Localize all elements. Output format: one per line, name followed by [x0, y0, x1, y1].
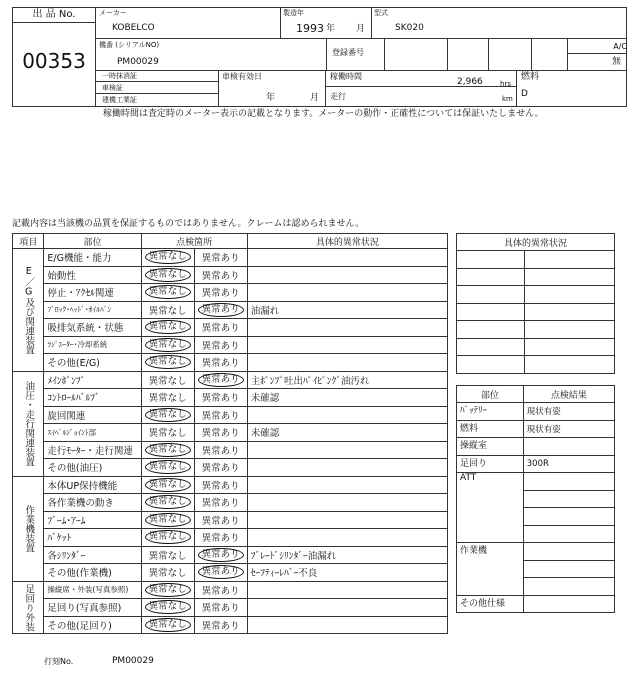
check-ng-cell — [194, 319, 247, 337]
check-ng-label: 異常あり — [198, 548, 244, 562]
check-ok-cell — [141, 406, 194, 424]
check-ng-label: 異常あり — [198, 303, 244, 317]
inspection-row — [13, 546, 448, 564]
check-ok-label: 異常なし — [145, 250, 191, 264]
side-results-body — [457, 403, 615, 613]
inspection-row — [13, 511, 448, 529]
side-result-row — [457, 438, 615, 456]
side-detail-cell — [524, 356, 614, 374]
side-detail-cell — [457, 321, 525, 339]
check-ok-label: 異常なし — [145, 495, 191, 509]
hours-unit: hrs — [500, 80, 511, 88]
side-detail-cell — [524, 268, 614, 286]
check-ng-cell — [194, 336, 247, 354]
inspection-row — [13, 284, 448, 302]
col-detail: 具体的異常状況 — [247, 234, 447, 249]
check-ok-cell — [141, 371, 194, 389]
side-result-value — [523, 508, 614, 526]
side-detail-row — [457, 251, 615, 269]
part-name: その他(作業機) — [44, 564, 141, 582]
check-ng-label: 異常あり — [198, 373, 244, 387]
side-result-value — [523, 473, 614, 491]
side-detail-cell — [524, 286, 614, 304]
check-ok-label: 異常なし — [145, 513, 191, 527]
detail-text: ｾｰﾌﾃｨｰﾚﾊﾞｰ不良 — [247, 564, 447, 582]
group-label: E／G及び関連装置 — [13, 249, 44, 372]
side-detail-row — [457, 286, 615, 304]
month-unit: 月 — [356, 24, 366, 34]
part-name: ﾒｲﾝﾎﾟﾝﾌﾟ — [44, 371, 141, 389]
inspection-row — [13, 529, 448, 547]
check-ok-cell — [141, 581, 194, 599]
inspection-row — [13, 371, 448, 389]
check-ng-cell — [194, 301, 247, 319]
detail-text — [247, 529, 447, 547]
check-ok-label: 異常なし — [145, 408, 191, 422]
inspection-row — [13, 494, 448, 512]
inspection-row — [13, 476, 448, 494]
check-ng-cell — [194, 476, 247, 494]
check-ok-cell — [141, 476, 194, 494]
check-ng-label: 異常あり — [201, 498, 240, 510]
check-ok-cell — [141, 494, 194, 512]
inspection-row — [13, 424, 448, 442]
side-detail-cell — [524, 321, 614, 339]
col-item: 項目 — [13, 234, 44, 249]
row2-div4 — [488, 38, 489, 70]
inspection-row — [13, 301, 448, 319]
side-detail-row — [457, 338, 615, 356]
check-ok-cell — [141, 249, 194, 267]
group-label: 油圧・走行関連装置 — [13, 371, 44, 476]
check-ok-label: 異常なし — [148, 550, 187, 562]
check-ng-label: 異常あり — [201, 270, 240, 282]
km-unit: km — [502, 95, 513, 103]
detail-text: 未確認 — [247, 389, 447, 407]
check-ng-cell — [194, 599, 247, 617]
row2-bottom — [96, 70, 627, 71]
check-ok-cell — [141, 441, 194, 459]
hours-note: 稼働時間は査定時のメーター表示の記載となります。メーターの動作・正確性については保証いたしません。 — [103, 109, 544, 119]
inspection-row — [13, 319, 448, 337]
model-value: SK020 — [395, 23, 424, 33]
part-name: その他(足回り) — [44, 616, 141, 634]
part-name: ｺﾝﾄﾛｰﾙﾊﾞﾙﾌﾞ — [44, 389, 141, 407]
check-ok-label: 異常なし — [145, 530, 191, 544]
check-ng-label: 異常あり — [201, 393, 240, 405]
check-ok-cell — [141, 354, 194, 372]
row2-div3 — [447, 38, 448, 70]
check-ng-label: 異常あり — [201, 358, 240, 370]
check-ok-label: 異常なし — [145, 320, 191, 334]
check-ok-cell — [141, 389, 194, 407]
inspection-row — [13, 441, 448, 459]
check-ng-label: 異常あり — [201, 428, 240, 440]
check-ng-cell — [194, 284, 247, 302]
row2-div1 — [326, 38, 327, 70]
side-result-value: 300R — [523, 455, 614, 473]
check-ok-label: 異常なし — [145, 355, 191, 369]
side-detail-table — [456, 233, 615, 374]
part-name: ﾌﾞﾛｯｸ･ﾍｯﾄﾞ･ｵｲﾙﾊﾟﾝ — [44, 301, 141, 319]
check-ok-label: 異常なし — [148, 375, 187, 387]
ac-divider — [567, 53, 627, 54]
check-ng-cell — [194, 459, 247, 477]
serial-value: PM00029 — [117, 57, 159, 67]
inspection-row — [13, 266, 448, 284]
detail-text — [247, 336, 447, 354]
group-label: 足回り外装 — [13, 581, 44, 634]
part-name: ｽｲﾍﾞﾙｼﾞｮｲﾝﾄ部 — [44, 424, 141, 442]
check-ok-label: 異常なし — [145, 268, 191, 282]
detail-text — [247, 459, 447, 477]
permit-label-3: 建機工業証 — [102, 96, 137, 104]
check-ok-label: 異常なし — [145, 478, 191, 492]
check-ng-cell — [194, 616, 247, 634]
part-name: その他(E/G) — [44, 354, 141, 372]
permit-line1 — [96, 81, 218, 82]
year-unit: 年 — [326, 24, 336, 34]
part-name: 操縦席・外装(写真参照) — [44, 581, 141, 599]
inspection-row — [13, 354, 448, 372]
row2-div2 — [384, 38, 385, 70]
check-ng-label: 異常あり — [201, 620, 240, 632]
check-ng-cell — [194, 389, 247, 407]
detail-text: ﾌﾞﾚｰﾄﾞｼﾘﾝﾀﾞｰ油漏れ — [247, 546, 447, 564]
check-ok-label: 異常なし — [145, 285, 191, 299]
side-result-value — [523, 543, 614, 561]
check-ng-cell — [194, 266, 247, 284]
detail-text — [247, 494, 447, 512]
part-name: ﾗｼﾞｴｰﾀｰ･冷却系統 — [44, 336, 141, 354]
check-ok-label: 異常なし — [148, 428, 187, 440]
detail-text — [247, 406, 447, 424]
row3-div2 — [325, 70, 326, 107]
check-ng-cell — [194, 494, 247, 512]
permit-line2 — [96, 93, 218, 94]
side-result-row — [457, 420, 615, 438]
check-ok-cell — [141, 319, 194, 337]
check-ok-label: 異常なし — [145, 600, 191, 614]
detail-text — [247, 441, 447, 459]
check-ok-cell — [141, 564, 194, 582]
side-result-value — [523, 560, 614, 578]
check-ok-label: 異常なし — [148, 393, 187, 405]
side-result-value: 現状有姿 — [523, 420, 614, 438]
check-ng-label: 異常あり — [201, 480, 240, 492]
row3-div1 — [218, 70, 219, 107]
detail-text — [247, 319, 447, 337]
disclaimer: 記載内容は当該機の品質を保証するものではありません。クレームは認められません。 — [12, 219, 365, 229]
group-label: 作業機装置 — [13, 476, 44, 581]
side-detail-cell — [524, 338, 614, 356]
side-detail-cell — [524, 303, 614, 321]
side-detail-cell — [457, 286, 525, 304]
side-col-part: 部位 — [457, 386, 524, 403]
check-ng-label: 異常あり — [201, 445, 240, 457]
row1-div2 — [371, 7, 372, 38]
detail-text — [247, 616, 447, 634]
detail-text: 未確認 — [247, 424, 447, 442]
check-ng-cell — [194, 354, 247, 372]
check-ok-label: 異常なし — [145, 583, 191, 597]
inspection-row — [13, 599, 448, 617]
side-results-table — [456, 385, 615, 613]
inspection-row — [13, 459, 448, 477]
inspection-table — [12, 233, 448, 634]
check-ng-cell — [194, 564, 247, 582]
part-name: 始動性 — [44, 266, 141, 284]
check-ok-cell — [141, 284, 194, 302]
check-ng-cell — [194, 511, 247, 529]
check-ok-cell — [141, 616, 194, 634]
side-result-part: 作業機 — [457, 543, 524, 596]
inspection-row — [13, 616, 448, 634]
part-name: 本体UP保持機能 — [44, 476, 141, 494]
side-result-value — [523, 595, 614, 613]
check-ng-cell — [194, 406, 247, 424]
check-ok-cell — [141, 599, 194, 617]
check-ng-label: 異常あり — [201, 603, 240, 615]
stamp-label: 打刻No. — [44, 657, 74, 666]
check-ng-cell — [194, 249, 247, 267]
side-detail-cell — [524, 251, 614, 269]
detail-text — [247, 511, 447, 529]
distance-label: 走行 — [330, 92, 346, 101]
side-col-result: 点検結果 — [523, 386, 614, 403]
side-detail-row — [457, 356, 615, 374]
check-ok-label: 異常なし — [145, 460, 191, 474]
side-detail-body — [457, 251, 615, 374]
check-ng-cell — [194, 581, 247, 599]
ac-value: 無 — [611, 57, 621, 67]
check-ok-cell — [141, 529, 194, 547]
side-result-part: ATT — [457, 473, 524, 543]
check-ng-label: 異常あり — [201, 533, 240, 545]
check-ok-cell — [141, 459, 194, 477]
year-label: 製造年 — [283, 9, 304, 17]
inspection-header-row — [13, 234, 448, 249]
side-detail-cell — [457, 268, 525, 286]
check-ng-cell — [194, 529, 247, 547]
fuel-value: D — [521, 89, 528, 99]
inspection-row — [13, 564, 448, 582]
check-ng-label: 異常あり — [201, 463, 240, 475]
check-ng-label: 異常あり — [201, 585, 240, 597]
check-ng-label: 異常あり — [201, 288, 240, 300]
part-name: 吸排気系統・状態 — [44, 319, 141, 337]
detail-text — [247, 249, 447, 267]
check-ng-label: 異常あり — [198, 565, 244, 579]
check-ng-cell — [194, 424, 247, 442]
lot-number: 00353 — [22, 49, 86, 73]
side-detail-header: 具体的異常状況 — [457, 234, 615, 251]
permit-label-1: 一時抹消証 — [102, 72, 137, 80]
inspection-row — [13, 581, 448, 599]
side-detail-cell — [457, 338, 525, 356]
side-detail-row — [457, 268, 615, 286]
check-ok-label: 異常なし — [145, 618, 191, 632]
check-ng-cell — [194, 546, 247, 564]
inspect-month: 月 — [310, 93, 320, 103]
side-result-row — [457, 473, 615, 491]
maker-value: KOBELCO — [112, 23, 155, 33]
inspection-row — [13, 389, 448, 407]
part-name: E/G機能・能力 — [44, 249, 141, 267]
fuel-label: 燃料 — [521, 72, 540, 82]
row1-bottom — [96, 38, 627, 39]
col-check: 点検箇所 — [141, 234, 247, 249]
part-name: 旋回関連 — [44, 406, 141, 424]
check-ng-cell — [194, 371, 247, 389]
part-name: 足回り(写真参照) — [44, 599, 141, 617]
ac-label: A/C — [613, 42, 627, 51]
row3-div3 — [516, 70, 517, 107]
check-ng-label: 異常あり — [201, 515, 240, 527]
hours-distance-divider — [325, 86, 516, 87]
reg-label: 登録番号 — [332, 48, 364, 57]
side-result-value — [523, 490, 614, 508]
side-result-value — [523, 525, 614, 543]
part-name: 各作業機の動き — [44, 494, 141, 512]
check-ng-label: 異常あり — [201, 410, 240, 422]
row1-div1 — [280, 7, 281, 38]
stamp-value: PM00029 — [112, 656, 154, 666]
maker-label: メーカー — [99, 9, 127, 17]
part-name: 停止・ｱｸｾﾙ関連 — [44, 284, 141, 302]
check-ok-label: 異常なし — [148, 305, 187, 317]
detail-text — [247, 476, 447, 494]
inspection-row — [13, 336, 448, 354]
detail-text: 主ﾎﾟﾝﾌﾟ吐出ﾊﾟｲﾋﾟﾝｸﾞ油汚れ — [247, 371, 447, 389]
serial-label: 機番 (シリアルNO) — [99, 41, 160, 49]
part-name: 走行ﾓｰﾀｰ・走行関連 — [44, 441, 141, 459]
row2-div5 — [531, 38, 532, 70]
inspect-label: 車検有効日 — [222, 72, 262, 81]
check-ok-cell — [141, 266, 194, 284]
side-result-row — [457, 403, 615, 421]
side-detail-row — [457, 321, 615, 339]
side-result-part: 燃料 — [457, 420, 524, 438]
col-part: 部位 — [44, 234, 141, 249]
side-result-row — [457, 595, 615, 613]
part-name: ﾊﾞｹｯﾄ — [44, 529, 141, 547]
hours-value: 2,966 — [457, 77, 483, 87]
detail-text — [247, 284, 447, 302]
check-ng-label: 異常あり — [201, 323, 240, 335]
side-result-part: ﾊﾞｯﾃﾘｰ — [457, 403, 524, 421]
check-ok-label: 異常なし — [148, 568, 187, 580]
detail-text — [247, 599, 447, 617]
check-ng-label: 異常あり — [201, 253, 240, 265]
detail-text: 油漏れ — [247, 301, 447, 319]
inspection-row — [13, 406, 448, 424]
check-ok-cell — [141, 301, 194, 319]
side-result-part: その他仕様 — [457, 595, 524, 613]
check-ng-cell — [194, 441, 247, 459]
permit-label-2: 車検証 — [102, 84, 123, 92]
check-ok-cell — [141, 546, 194, 564]
detail-text — [247, 354, 447, 372]
hours-label: 稼働時間 — [330, 72, 362, 81]
side-detail-row — [457, 303, 615, 321]
check-ok-cell — [141, 336, 194, 354]
model-label: 型式 — [374, 9, 388, 17]
lot-label: 出 品 No. — [32, 9, 76, 20]
inspection-row — [13, 249, 448, 267]
side-result-part: 足回り — [457, 455, 524, 473]
detail-text — [247, 581, 447, 599]
side-result-value — [523, 438, 614, 456]
inspect-year: 年 — [266, 93, 276, 103]
year-value: 1993 — [296, 22, 324, 35]
side-detail-cell — [457, 251, 525, 269]
side-result-row — [457, 455, 615, 473]
side-detail-cell — [457, 356, 525, 374]
check-ok-label: 異常なし — [145, 338, 191, 352]
part-name: ﾌﾞｰﾑ･ｱｰﾑ — [44, 511, 141, 529]
part-name: その他(油圧) — [44, 459, 141, 477]
check-ng-label: 異常あり — [201, 340, 240, 352]
side-result-value: 現状有姿 — [523, 403, 614, 421]
side-result-row — [457, 543, 615, 561]
side-result-value — [523, 578, 614, 596]
side-result-part: 操縦室 — [457, 438, 524, 456]
check-ok-cell — [141, 511, 194, 529]
check-ok-label: 異常なし — [145, 443, 191, 457]
part-name: 各ｼﾘﾝﾀﾞｰ — [44, 546, 141, 564]
side-detail-cell — [457, 303, 525, 321]
check-ok-cell — [141, 424, 194, 442]
detail-text — [247, 266, 447, 284]
inspection-body — [13, 249, 448, 634]
